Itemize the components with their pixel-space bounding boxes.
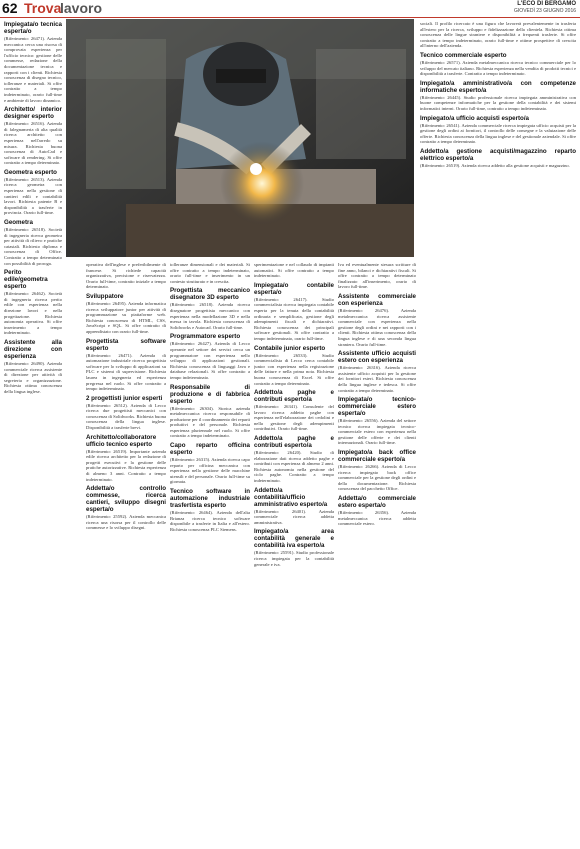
job-description: (Riferimento: 26315). Azienda ricerca capo reparto per officina meccanica con esperienza nella gestione delle macchine utensili e del personale. Orario full-time su giornata. <box>170 457 250 485</box>
job-listing <box>4 106 62 166</box>
job-title: Geometra <box>4 219 33 227</box>
job-listing <box>4 219 62 266</box>
job-title: Impiegata/o tecnico-commerciale estero esperta/o <box>338 396 416 418</box>
job-title: Sviluppatore <box>86 292 124 300</box>
job-description: (Riferimento: 26464). Azienda dell'alta Brianza ricerca tecnico software disponibile a trasferte in Italia e all'estero. Richiesta conoscenza PLC Siemens. <box>170 510 250 532</box>
column-1 <box>4 21 62 847</box>
job-title: Contabile junior esperto <box>254 344 326 352</box>
column-3 <box>170 262 250 847</box>
job-listing <box>254 282 334 342</box>
job-listing <box>4 339 62 395</box>
job-listing <box>170 442 250 485</box>
job-description: sociali. Il profilo ricercato è una figura che lavorerà prevalentemente in trasferta all'estero per la ricerca, sviluppo e fidelizzazione della clientela. Richiesta ottima conoscenza delle lingue straniere e disponibilità a frequenti trasferte. Si offre contratto a tempo indeterminato, orario full-time e ottime prospettive di crescita all'interno dell'azienda. <box>420 21 576 49</box>
header-rule <box>0 17 580 18</box>
job-description: (Riferimento: 26417). Studio commercialista ricerca impiegata contabile esperta per la tenuta della contabilità ordinaria e semplificata, gestione degli adempimenti fiscali e dichiarativi. Richiesta conoscenza dei principali software gestionali. Si offre contratto a tempo indeterminato, orario full-time. <box>254 296 334 341</box>
job-listing <box>170 333 250 380</box>
job-title: Perito edile/geometra esperto <box>4 269 48 291</box>
page-header <box>0 0 580 16</box>
job-title: Impiegata/o tecnica esperta/o <box>4 21 62 35</box>
job-title: Capo reparto officina esperto <box>170 442 250 457</box>
job-title: Impiegato/a amministrativo/a con competenze informatiche esperto/a <box>420 79 576 94</box>
job-description: tolleranze dimensionali e dei materiali. Si offre contratto a tempo indeterminato, orario full-time e inserimento in un contesto strutturato e in crescita. <box>170 262 250 284</box>
job-listing <box>170 262 250 284</box>
job-description: (Riferimento: 26512). Azienda di Lecco ricerca due progettisti meccanici con conoscenza di Solidworks. Richiesta buona conoscenza della lingua inglese. Disponibilità a trasferte brevi. <box>86 402 166 431</box>
column-4 <box>254 262 334 847</box>
job-description: (Riferimento: 25591). Studio professionale ricerca impiegata per la contabilità generale e iva. <box>254 550 334 567</box>
job-listing <box>420 115 576 145</box>
job-title: Progettista software esperto <box>86 337 166 352</box>
job-listing <box>420 80 576 112</box>
job-title: Tecnico software in automazione industriale trasfertista esperto <box>170 488 250 510</box>
job-title: Assistente commerciale con esperienza <box>338 292 416 307</box>
job-description: (Riferimento: 26518). Azienda ricerca disegnatore progettista meccanico con esperienza nella modellazione 3D e nella messa in tavola. Richiesta conoscenza di Solidworks e Autocad. Orario full-time. <box>170 302 250 330</box>
job-title: Addetta/o controllo commesse, ricerca cantieri, sviluppo disegni esperta/o <box>86 485 166 514</box>
section-title-lavoro: lavoro <box>60 0 103 16</box>
job-description: (Riferimento: 26401). Azienda commerciale ricerca addetta amministrativa. <box>254 508 334 525</box>
job-title: Impiegato/a back office commerciale esperto/a <box>338 449 416 464</box>
job-description: sperimentazione e nel collaudo di impianti automatici. Si offre contratto a tempo indeterminato. <box>254 262 334 279</box>
job-description: Iva ed eventualmente stesura scritture di fine anno, bilanci e dichiarativi fiscali. Si offre contratto a tempo determinato finalizzato all'inserimento, orario di lavoro full-time. <box>338 262 416 290</box>
job-title: Impiegato/a area contabilità generale e contabilità iva esperto/a <box>254 528 334 550</box>
job-description: (Riferimento: 26518). Società di ingegneria ricerca geometra per attività di rilievo e pratiche catastali. Richiesto diploma e conoscenza di Office. Contratto a tempo determinato con possibilità di proroga. <box>4 227 62 266</box>
job-description: (Riferimento: 26533). Studio commercialista di Lecco cerca contabile junior con esperienza nella registrazione delle fatture e nella prima nota. Richiesta buona conoscenza di Excel. Si offre contratto a tempo determinato. <box>254 352 334 386</box>
job-listing <box>420 148 576 169</box>
newspaper-name: L'ECO DI BERGAMO <box>517 1 576 7</box>
job-title: Assistente ufficio acquisti estero con esperienza <box>338 350 416 365</box>
job-listing <box>170 287 250 330</box>
job-listing <box>420 21 576 49</box>
job-listing <box>254 435 334 484</box>
job-title: Architetto/collaboratore ufficio tecnico esperto <box>86 433 157 448</box>
job-listing <box>338 293 416 347</box>
column-5 <box>338 262 416 847</box>
job-listing <box>420 52 576 77</box>
job-title: Addetta/o commerciale estero esperta/o <box>338 495 416 510</box>
job-listing <box>170 384 250 440</box>
job-description: (Riferimento: 26304). Storica azienda metalmeccanica ricerca responsabile di produzione per il coordinamento dei reparti produttivi e del personale. Richiesta esperienza pluriennale nel ruolo. Si offre contratto a tempo indeterminato. <box>170 405 250 439</box>
job-description: (Riferimento: 26427). Azienda di Lecco operante nel settore dei servizi cerca un programmatore con esperienza nello sviluppo di applicazioni gestionali. Richiesta conoscenza di linguaggi Java e database relazionali. Si offre contratto a tempo indeterminato. <box>170 341 250 380</box>
job-title: Progettista meccanico disegnatore 3D esperto <box>170 287 250 302</box>
job-title: 2 progettisti junior esperti <box>86 394 163 402</box>
job-listing <box>338 396 416 446</box>
job-description: (Riferimento: 26513). Azienda ricerca geometra con esperienza nella gestione di cantieri edili e contabilità lavori. Richiesta patente B e disponibilità a trasferte in provincia. Orario full-time. <box>4 176 62 216</box>
job-listing <box>338 262 416 290</box>
job-listing <box>254 262 334 279</box>
job-title: Tecnico commerciale esperto <box>420 51 507 59</box>
job-listing <box>86 338 166 392</box>
page-number: 62 <box>2 0 18 16</box>
job-listing <box>86 395 166 431</box>
job-listing <box>338 449 416 492</box>
job-title: Addetto/a paghe e contributi esperto/a <box>254 435 334 450</box>
job-description: (Riferimento: 26445). Studio professionale ricerca impiegata amministrativa con buone competenze informatiche per la gestione della contabilità e dei sistemi informatici interni. Orario full-time, contratto a tempo indeterminato. <box>420 94 576 111</box>
job-description: (Riferimento: 26462). Società di ingegneria ricerca perito edile con esperienza nella direzione lavori e nella progettazione. Richiesta autonomia operativa. Si offre inserimento a tempo indeterminato. <box>4 291 62 336</box>
job-title: Assistente alla direzione con esperienza <box>4 338 62 360</box>
job-description: (Riferimento: 26341). Consulente del lavoro ricerca addetto paghe con esperienza nell'elaborazione dei cedolini e nella gestione degli adempimenti contributivi. Orario full-time. <box>254 404 334 432</box>
job-description: (Riferimento: 26571). Azienda metalmeccanica ricerca tecnico commerciale per lo sviluppo del mercato italiano. Richiesta esperienza nella vendita di prodotti tecnici e disponibilità a trasferte. Contratto a tempo indeterminato. <box>420 59 576 77</box>
job-listing <box>338 495 416 527</box>
job-title: Impiegata/o contabile esperta/o <box>254 281 334 296</box>
job-description: (Riferimento: 26490). Azienda commerciale ricerca assistente di direzione per attività di segreteria e organizzazione. Richiesta ottima conoscenza della lingua inglese. <box>4 360 62 394</box>
column-2 <box>86 262 166 847</box>
issue-date: GIOVEDÌ 23 GIUGNO 2016 <box>514 8 576 14</box>
column-6 <box>420 21 576 847</box>
job-listing <box>254 528 334 567</box>
section-title-trova: Trova <box>24 0 62 16</box>
job-description: (Riferimento: 26266). Azienda di Lecco ricerca impiegato back office commerciale per la gestione degli ordini e della documentazione. Richiesta conoscenza del pacchetto Office. <box>338 464 416 492</box>
job-description: (Riferimento: 26541). Azienda commerciale ricerca impiegata ufficio acquisti per la gestione degli ordini ai fornitori, il controllo delle consegne e la valutazione delle offerte. Richiesta conoscenza della lingua inglese e del gestionale aziendale. Si offre contratto a tempo determinato. <box>420 122 576 145</box>
job-listing <box>4 269 62 336</box>
job-description: (Riferimento: 26516). Azienda di falegnameria di alta qualità ricerca architetto con esperienza nell'arredo su misura. Richiesta buona conoscenza di AutoCad e software di rendering. Si offre contratto a tempo determinato. <box>4 121 62 166</box>
job-listing <box>170 488 250 532</box>
job-listing <box>86 485 166 531</box>
job-listing <box>254 389 334 432</box>
welder-photo <box>66 19 414 257</box>
job-description: (Riferimento: 26471). Azienda meccanica cerca una risorsa di comprovata esperienza per l'ufficio tecnico: gestione delle commesse, redazione della documentazione tecnica e rapporti con i clienti. Richiesta conoscenza di disegno tecnico, tolleranze e materiali. Si offre contratto a tempo indeterminato, orario full-time e ambiente di lavoro dinamico. <box>4 36 62 103</box>
job-description: operativa dell'inglese e preferibilmente di francese. Si richiede capacità organizzativa, precisione e riservatezza. Orario full-time, contratto iniziale a tempo determinato. <box>86 262 166 290</box>
job-title: Responsabile di produzione e di fabbrica esperto <box>170 383 250 405</box>
job-title: Geometra esperto <box>4 168 57 176</box>
job-listing <box>254 487 334 526</box>
job-listing <box>86 293 166 335</box>
job-listing <box>86 262 166 290</box>
job-description: (Riferimento: 26316). Azienda ricerca assistente ufficio acquisti per la gestione dei fornitori esteri. Richiesta conoscenza della lingua inglese e tedesca. Si offre contratto a tempo determinato. <box>338 365 416 393</box>
job-listing <box>338 350 416 393</box>
job-description: (Riferimento: 26471). Azienda di automazione industriale ricerca progettista software per lo sviluppo di applicazioni su PLC e sistemi di supervisione. Richiesta laurea in ingegneria ed esperienza pregressa nel ruolo. Si offre contratto a tempo indeterminato. <box>86 352 166 392</box>
job-description: (Riferimento: 26356). Azienda metalmeccanica ricerca addetta commerciale estero. <box>338 510 416 527</box>
job-title: Addetto/a paghe e contributi esperto/a <box>254 389 334 404</box>
job-listing <box>4 169 62 216</box>
job-title: Addetto/a gestione acquisti/magazzino reparto elettrico esperto/a <box>420 147 576 162</box>
job-description: (Riferimento: 26420). Studio di elaborazione dati ricerca addetto paghe e contributi con esperienza di almeno 2 anni. Richiesta autonomia nella gestione del ciclo paghe. Contratto a tempo indeterminato. <box>254 450 334 484</box>
job-description: (Riferimento: 26476). Azienda metalmeccanica ricerca assistente commerciale con esperienza nella gestione degli ordini e nei rapporti con i clienti. Richiesta ottima conoscenza della lingua inglese e di una seconda lingua straniera. Orario full-time. <box>338 307 416 347</box>
job-title: Architetto/ interior designer esperto <box>4 106 62 121</box>
job-description: (Riferimento: 26519). Importante azienda edile ricerca architetto per la redazione di progetti esecutivi e la gestione delle pratiche autorizzative. Richiesta esperienza di almeno 3 anni. Contratto a tempo indeterminato. <box>86 448 166 482</box>
job-title: Programmatore esperto <box>170 333 241 341</box>
job-description: (Riferimento: 26519). Azienda ricerca addetto alla gestione acquisti e magazzino. <box>420 162 570 168</box>
job-listing <box>254 345 334 387</box>
job-title: Addetto/a contabilità/ufficio amministrativo esperto/a <box>254 486 328 508</box>
job-listing <box>86 434 166 483</box>
job-description: (Riferimento: 26556). Azienda del settore tecnico ricerca impiegata tecnico-commerciale estero con esperienza nella gestione delle offerte e dei clienti internazionali. Orario full-time. <box>338 418 416 446</box>
job-description: (Riferimento: 25592). Azienda meccanica ricerca una risorsa per il controllo delle commesse e lo sviluppo disegni. <box>86 514 166 531</box>
job-description: (Riferimento: 26495). Azienda informatica ricerca sviluppatore junior per attività di programmazione su piattaforme web. Richiesta conoscenza di HTML, CSS, JavaScript e SQL. Si offre contratto di apprendistato con orario full-time. <box>86 300 166 334</box>
job-title: Impiegato/a ufficio acquisti esperto/a <box>420 114 529 122</box>
job-listing <box>4 21 62 103</box>
